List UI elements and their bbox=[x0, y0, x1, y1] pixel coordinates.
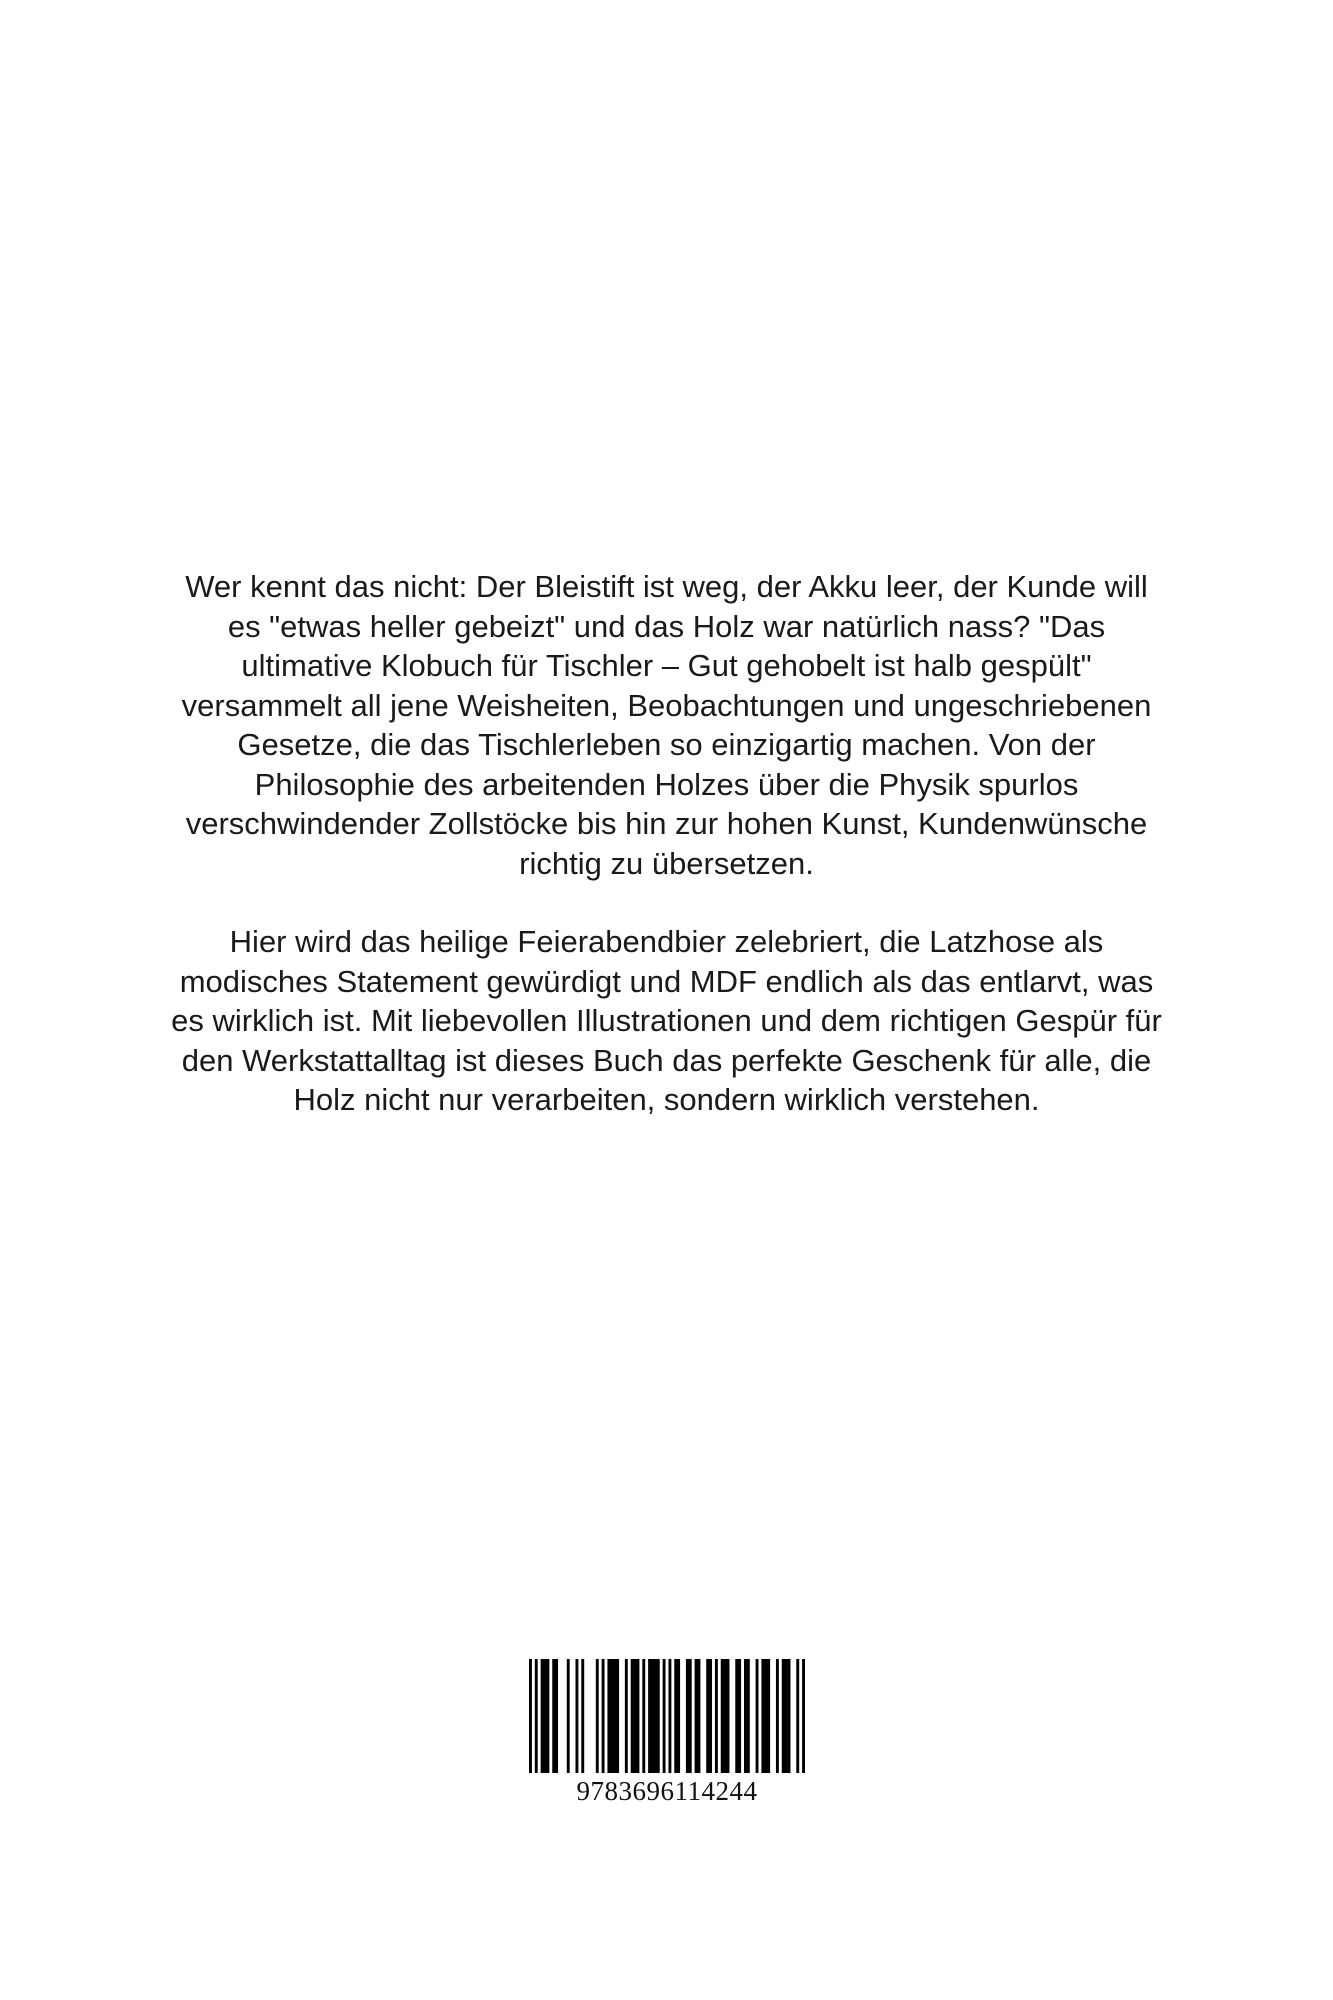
barcode-bar bbox=[776, 1659, 779, 1773]
barcode-bars bbox=[529, 1659, 805, 1773]
barcode-bar bbox=[642, 1659, 645, 1773]
barcode-bar bbox=[721, 1659, 730, 1773]
barcode-bar bbox=[552, 1659, 558, 1773]
barcode-bar bbox=[802, 1659, 805, 1773]
barcode-bar bbox=[706, 1659, 712, 1773]
barcode-bar bbox=[596, 1659, 599, 1773]
barcode-bar bbox=[663, 1659, 666, 1773]
barcode-bar bbox=[567, 1659, 570, 1773]
barcode-bar bbox=[648, 1659, 660, 1773]
barcode-bar bbox=[756, 1659, 759, 1773]
barcode-bar bbox=[631, 1659, 640, 1773]
barcode-bar bbox=[602, 1659, 605, 1773]
barcode-bar bbox=[581, 1659, 584, 1773]
barcode-bar bbox=[761, 1659, 770, 1773]
barcode-bar bbox=[607, 1659, 619, 1773]
blurb-paragraph-1: Wer kennt das nicht: Der Bleistift ist weg, der Akku leer, der Kunde will es "etwas heller gebeizt" und das Holz war natürlich nass? "Das ultimative Klobuch für Tischler – Gut gehobelt ist halb gespült" versammelt all jene Weisheiten, Beobachtungen und ungeschriebenen Gesetze, die das Tischlerleben so einzigartig machen. Von der Philosophie des arbeitenden Holzes über die Physik spurlos verschwindender Zollstöcke bis hin zur hohen Kunst, Kundenwünsche richtig zu übersetzen. bbox=[181, 569, 1152, 881]
barcode-bar bbox=[715, 1659, 718, 1773]
barcode-bar bbox=[735, 1659, 741, 1773]
barcode-bar bbox=[744, 1659, 750, 1773]
barcode-bar bbox=[541, 1659, 550, 1773]
barcode-bar bbox=[674, 1659, 680, 1773]
barcode bbox=[509, 1649, 825, 1819]
barcode-bar bbox=[529, 1659, 532, 1773]
barcode-bar bbox=[535, 1659, 538, 1773]
blurb-paragraph-2: Hier wird das heilige Feierabendbier zelebriert, die Latzhose als modisches Statement gewürdigt und MDF endlich als das entlarvt, was es wirklich ist. Mit liebevollen Illustrationen und dem richtigen Gespür für den Werkstattalltag ist dieses Buch das perfekte Geschenk für alle, die Holz nicht nur verarbeiten, sondern wirklich verstehen. bbox=[171, 924, 1162, 1117]
barcode-bar bbox=[625, 1659, 628, 1773]
isbn-number: 9783696114244 bbox=[576, 1776, 758, 1806]
barcode-bar bbox=[695, 1659, 701, 1773]
barcode-bar bbox=[796, 1659, 799, 1773]
blurb-text bbox=[170, 567, 1163, 1120]
barcode-bar bbox=[575, 1659, 578, 1773]
barcode-bar bbox=[686, 1659, 692, 1773]
barcode-bar bbox=[782, 1659, 791, 1773]
barcode-bar bbox=[668, 1659, 671, 1773]
